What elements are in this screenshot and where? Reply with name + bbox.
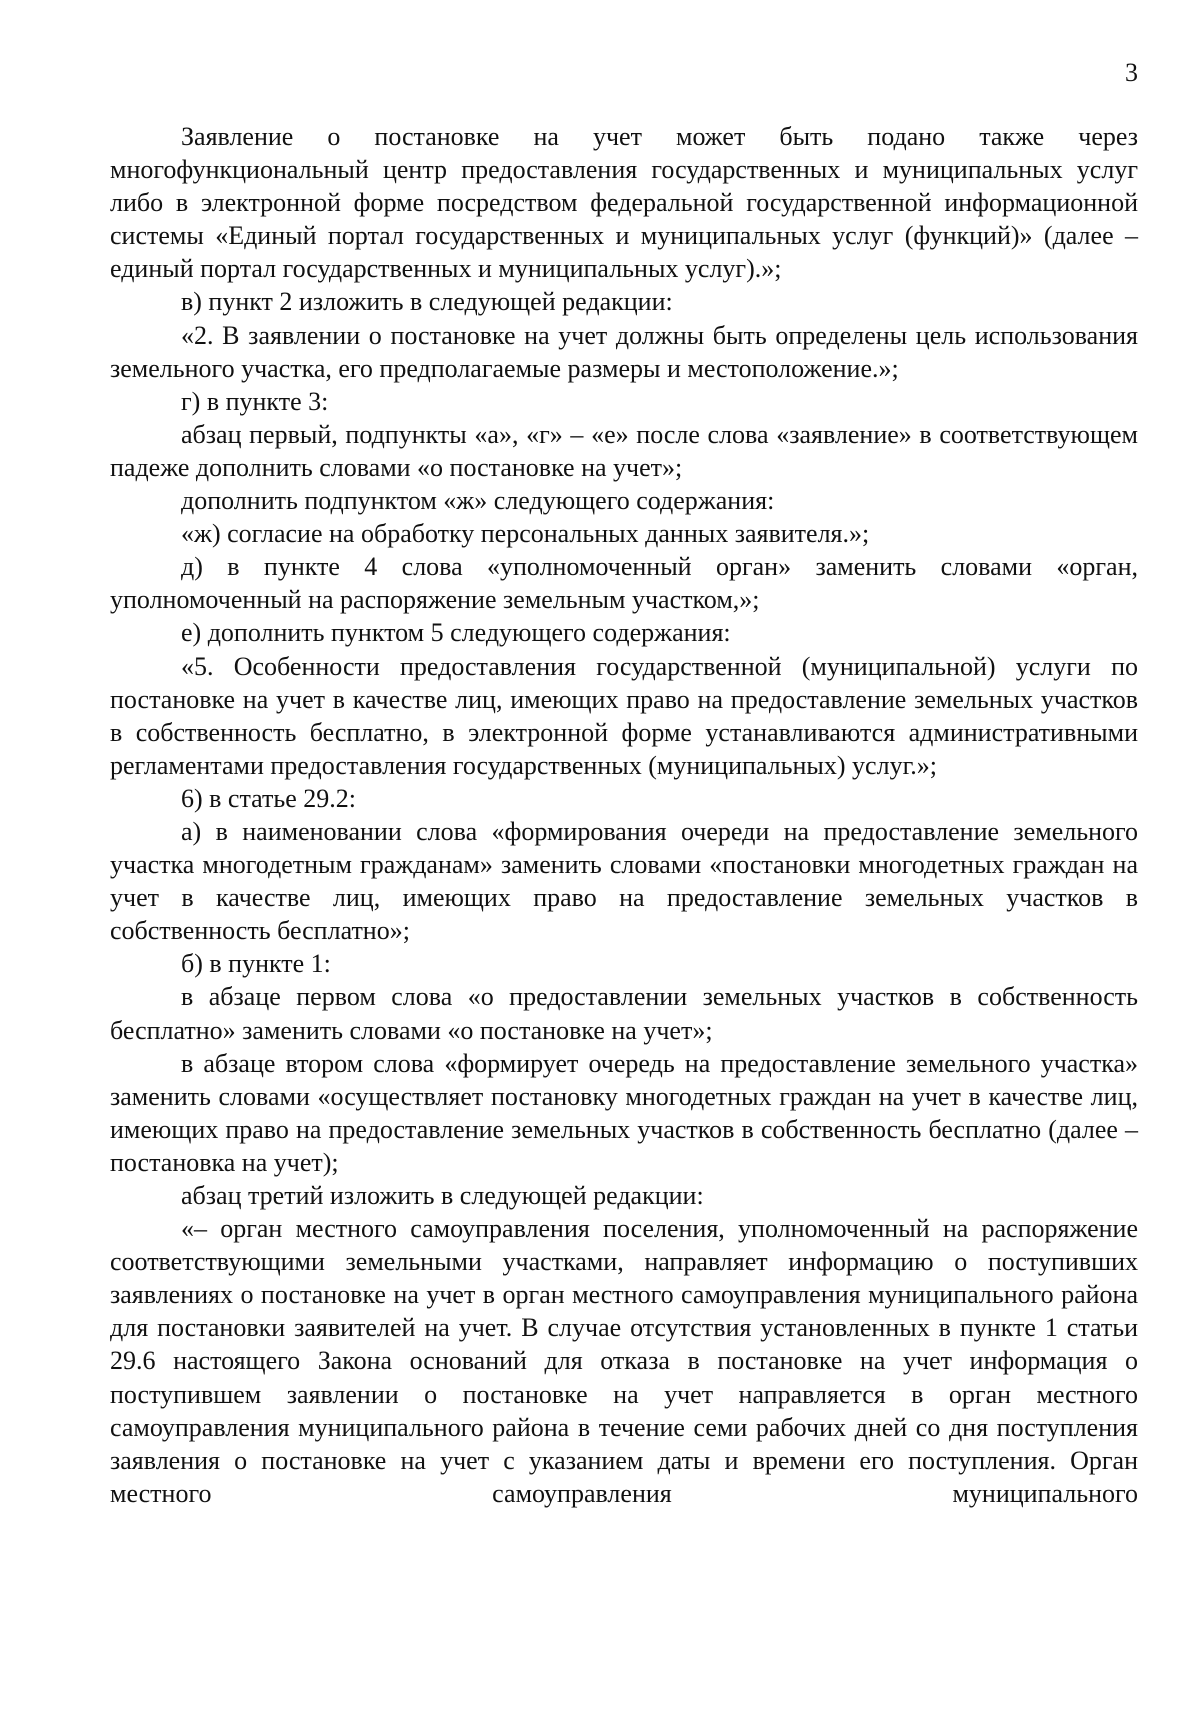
- paragraph: Заявление о постановке на учет может быть подано также через многофункциональный центр предоставления государственных и муниципальных услуг либо в электронной форме посредством федеральной государственной информационной системы «Единый портал государственных и муниципальных услуг (функций)» (далее – единый портал государственных и муниципальных услуг).»;: [110, 122, 1138, 284]
- paragraph: дополнить подпунктом «ж» следующего содержания:: [181, 486, 775, 516]
- paragraph: г) в пункте 3:: [181, 386, 329, 416]
- page-number: 3: [1125, 58, 1138, 87]
- paragraph: абзац третий изложить в следующей редакции:: [181, 1181, 704, 1210]
- paragraph: в) пункт 2 изложить в следующей редакции:: [181, 287, 673, 317]
- paragraph: а) в наименовании слова «формирования очереди на предоставление земельного участка многодетным гражданам» заменить словами «постановки многодетных граждан на учет в качестве лиц, имеющих право на предоставление земельных участков в собственность бесплатно»;: [110, 816, 1138, 946]
- paragraph: в абзаце втором слова «формирует очередь на предоставление земельного участка» заменить словами «осуществляет постановку многодетных граждан на учет в качестве лиц, имеющих право на предоставление земельных участков в собственность бесплатно (далее – постановка на учет);: [110, 1048, 1138, 1177]
- paragraph: «5. Особенности предоставления государственной (муниципальной) услуги по постановке на учет в качестве лиц, имеющих право на предоставление земельных участков в собственность бесплатно, в электронной форме устанавливаются административными регламентами предоставления государственных (муниципальных) услуг.»;: [110, 651, 1138, 780]
- paragraph: «ж) согласие на обработку персональных данных заявителя.»;: [181, 519, 870, 549]
- paragraph: б) в пункте 1:: [181, 949, 331, 979]
- paragraph: 6) в статье 29.2:: [181, 783, 357, 813]
- document-body: [110, 120, 1138, 1510]
- paragraph: в абзаце первом слова «о предоставлении земельных участков в собственность бесплатно» заменить словами «о постановке на учет»;: [110, 982, 1138, 1045]
- paragraph: «2. В заявлении о постановке на учет должны быть определены цель использования земельного участка, его предполагаемые размеры и местоположение.»;: [110, 320, 1138, 383]
- paragraph: е) дополнить пунктом 5 следующего содержания:: [181, 618, 731, 648]
- paragraph: д) в пункте 4 слова «уполномоченный орган» заменить словами «орган, уполномоченный на распоряжение земельным участком,»;: [110, 552, 1138, 615]
- paragraph: «– орган местного самоуправления поселения, уполномоченный на распоряжение соответствующими земельными участками, направляет информацию о поступивших заявлениях о постановке на учет в орган местного самоуправления муниципального района для постановки заявителей на учет. В случае отсутствия установленных в пункте 1 статьи 29.6 настоящего Закона оснований для отказа в постановке на учет информация о поступившем заявлении о постановке на учет направляется в орган местного самоуправления муниципального района в течение семи рабочих дней со дня поступления заявления о постановке на учет с указанием даты и времени его поступления. Орган местного самоуправления муниципального: [110, 1214, 1138, 1508]
- paragraph: абзац первый, подпункты «а», «г» – «е» после слова «заявление» в соответствующем падеже дополнить словами «о постановке на учет»;: [110, 419, 1138, 482]
